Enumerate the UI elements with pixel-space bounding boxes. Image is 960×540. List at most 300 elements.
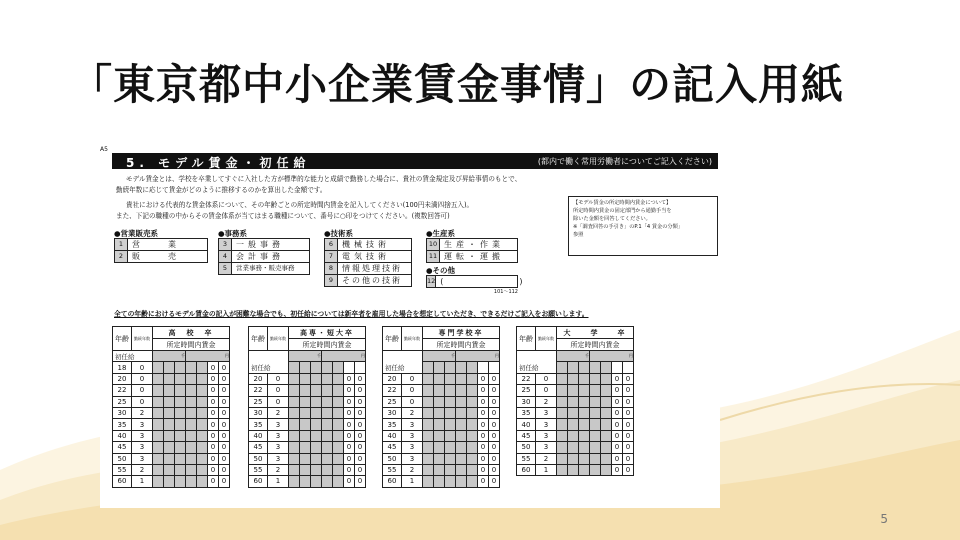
wage-input-cell[interactable] (333, 430, 344, 441)
wage-input-cell[interactable] (322, 385, 333, 396)
wage-input-cell[interactable] (557, 430, 568, 441)
wage-input-cell[interactable] (197, 419, 208, 430)
wage-input-cell[interactable] (333, 419, 344, 430)
wage-input-cell[interactable] (467, 362, 478, 373)
wage-input-cell[interactable] (289, 476, 300, 487)
wage-input-cell[interactable] (300, 464, 311, 475)
wage-input-cell[interactable] (153, 464, 164, 475)
wage-input-cell[interactable] (197, 453, 208, 464)
fixed-zero: 0 (355, 373, 366, 384)
wage-input-cell[interactable] (164, 419, 175, 430)
wage-input-cell[interactable] (322, 419, 333, 430)
wage-input-cell[interactable] (467, 385, 478, 396)
starting-salary-label: 初任給 (383, 362, 423, 373)
wage-input-cell[interactable] (153, 407, 164, 418)
fixed-zero: 0 (623, 453, 634, 464)
wage-input-cell[interactable] (568, 407, 579, 418)
wage-input-cell[interactable] (186, 362, 197, 373)
wage-input-cell[interactable] (601, 464, 612, 475)
occupation-item[interactable]: 5 営業事務・販売事務 (218, 263, 310, 275)
wage-input-cell[interactable] (467, 464, 478, 475)
note-box (568, 196, 718, 256)
wage-input-cell[interactable] (601, 373, 612, 384)
wage-input-cell[interactable] (164, 362, 175, 373)
wage-input-cell[interactable] (300, 385, 311, 396)
wage-input-cell[interactable] (568, 453, 579, 464)
wage-input-cell[interactable] (289, 373, 300, 384)
wage-input-cell[interactable] (445, 442, 456, 453)
wage-input-cell[interactable] (197, 396, 208, 407)
wage-input-cell[interactable] (445, 464, 456, 475)
section-header-bar (112, 153, 718, 169)
years-cell: 0 (132, 385, 153, 396)
slide-title: 「東京都中小企業賃金事情」の記入用紙 (70, 60, 845, 109)
wage-input-cell[interactable] (175, 419, 186, 430)
wage-input-cell[interactable] (423, 407, 434, 418)
wage-input-cell[interactable] (153, 430, 164, 441)
fixed-zero: 0 (219, 419, 230, 430)
wage-input-cell[interactable] (590, 464, 601, 475)
fixed-zero: 0 (344, 396, 355, 407)
wage-input-cell[interactable] (579, 373, 590, 384)
wage-input-cell[interactable] (467, 396, 478, 407)
age-cell: 60 (517, 464, 536, 475)
wage-input-cell[interactable] (175, 476, 186, 487)
wage-input-cell[interactable] (322, 464, 333, 475)
wage-input-cell[interactable] (601, 396, 612, 407)
fixed-zero: 0 (208, 373, 219, 384)
wage-input-cell[interactable] (153, 442, 164, 453)
wage-input-cell[interactable] (333, 396, 344, 407)
wage-input-cell[interactable] (197, 430, 208, 441)
age-cell: 40 (517, 419, 536, 430)
wage-input-cell[interactable] (289, 442, 300, 453)
wage-input-cell[interactable] (568, 464, 579, 475)
wage-input-cell[interactable] (601, 453, 612, 464)
wage-input-cell[interactable] (557, 419, 568, 430)
wage-input-cell[interactable] (568, 385, 579, 396)
wage-input-cell[interactable] (197, 476, 208, 487)
wage-input-cell[interactable] (333, 453, 344, 464)
wage-input-cell[interactable] (456, 430, 467, 441)
table-row (113, 407, 230, 418)
wage-input-cell[interactable] (579, 453, 590, 464)
wage-input-cell[interactable] (456, 362, 467, 373)
wage-input-cell[interactable] (557, 464, 568, 475)
fixed-zero: 0 (478, 442, 489, 453)
wage-input-cell[interactable] (186, 407, 197, 418)
wage-input-cell[interactable] (322, 362, 333, 373)
wage-input-cell[interactable] (423, 430, 434, 441)
wage-input-cell[interactable] (456, 407, 467, 418)
wage-input-cell[interactable] (456, 476, 467, 487)
wage-input-cell[interactable] (175, 430, 186, 441)
occupation-item[interactable]: 11 運転・運搬 (426, 251, 518, 263)
wage-input-cell[interactable] (153, 476, 164, 487)
wage-input-cell[interactable] (557, 373, 568, 384)
wage-input-cell[interactable] (568, 430, 579, 441)
wage-input-cell[interactable] (568, 362, 579, 373)
wage-input-cell[interactable] (186, 476, 197, 487)
wage-input-cell[interactable] (333, 464, 344, 475)
age-header: 年齢 (383, 327, 402, 351)
wage-input-cell[interactable] (164, 453, 175, 464)
occupation-item[interactable]: 4 会計事務 (218, 251, 310, 263)
wage-input-cell[interactable] (568, 419, 579, 430)
wage-input-cell[interactable] (175, 407, 186, 418)
wage-input-cell[interactable] (289, 396, 300, 407)
fixed-zero: 0 (478, 419, 489, 430)
wage-input-cell[interactable] (590, 396, 601, 407)
wage-input-cell[interactable] (590, 362, 601, 373)
wage-input-cell[interactable] (300, 453, 311, 464)
wage-input-cell[interactable] (300, 442, 311, 453)
education-level: 専門学校卒 (423, 327, 500, 339)
wage-input-cell[interactable] (197, 442, 208, 453)
occupation-item[interactable]: 6 機械技術 (324, 238, 412, 251)
wage-input-cell[interactable] (333, 373, 344, 384)
wage-input-cell[interactable] (153, 373, 164, 384)
wage-input-cell[interactable] (423, 419, 434, 430)
wage-input-cell[interactable] (456, 385, 467, 396)
occupation-item[interactable]: 2 販 売 (114, 251, 208, 263)
wage-input-cell[interactable] (445, 453, 456, 464)
wage-input-cell[interactable] (423, 396, 434, 407)
wage-input-cell[interactable] (300, 476, 311, 487)
section-title: 5. モデル賃金・初任給 (126, 156, 311, 170)
wage-input-cell[interactable] (579, 385, 590, 396)
wage-input-cell[interactable] (322, 373, 333, 384)
wage-input-cell[interactable] (164, 396, 175, 407)
fixed-zero: 0 (344, 385, 355, 396)
wage-input-cell[interactable] (445, 396, 456, 407)
wage-input-cell[interactable] (300, 407, 311, 418)
wage-input-cell[interactable] (164, 407, 175, 418)
fixed-zero: 0 (612, 453, 623, 464)
wage-input-cell[interactable] (579, 396, 590, 407)
fixed-zero: 0 (344, 464, 355, 475)
years-cell: 3 (402, 453, 423, 464)
fixed-zero: 0 (612, 464, 623, 475)
wage-input-cell[interactable] (197, 373, 208, 384)
wage-input-cell[interactable] (197, 362, 208, 373)
table-row (383, 476, 500, 487)
wage-input-cell[interactable] (434, 476, 445, 487)
wage-input-cell[interactable] (322, 430, 333, 441)
wage-input-cell[interactable] (601, 430, 612, 441)
table-row (383, 430, 500, 441)
wage-input-cell[interactable] (423, 373, 434, 384)
wage-input-cell[interactable] (434, 396, 445, 407)
wage-input-cell[interactable] (445, 362, 456, 373)
wage-input-cell[interactable] (467, 453, 478, 464)
wage-input-cell[interactable] (197, 464, 208, 475)
wage-input-cell[interactable] (186, 396, 197, 407)
fixed-zero: 0 (219, 476, 230, 487)
wage-input-cell[interactable] (434, 407, 445, 418)
wage-input-cell[interactable] (289, 453, 300, 464)
wage-input-cell[interactable] (467, 430, 478, 441)
occupation-item[interactable]: 3 一般事務 (218, 238, 310, 251)
wage-input-cell[interactable] (434, 453, 445, 464)
wage-input-cell[interactable] (333, 442, 344, 453)
age-cell: 60 (249, 476, 268, 487)
wage-input-cell[interactable] (434, 385, 445, 396)
wage-input-cell[interactable] (423, 453, 434, 464)
unit-yen: 円 (186, 351, 230, 362)
wage-input-cell[interactable] (153, 419, 164, 430)
wage-input-cell[interactable] (456, 396, 467, 407)
years-cell: 2 (402, 464, 423, 475)
wage-input-cell[interactable] (153, 396, 164, 407)
wage-input-cell[interactable] (445, 476, 456, 487)
wage-input-cell[interactable] (197, 385, 208, 396)
fixed-zero: 0 (612, 442, 623, 453)
wage-input-cell[interactable] (590, 430, 601, 441)
wage-input-cell[interactable] (311, 476, 322, 487)
wage-input-cell[interactable] (423, 464, 434, 475)
wage-input-cell[interactable] (568, 373, 579, 384)
wage-input-cell[interactable] (434, 464, 445, 475)
wage-input-cell[interactable] (311, 396, 322, 407)
wage-input-cell[interactable] (467, 373, 478, 384)
wage-input-cell[interactable] (579, 430, 590, 441)
fixed-zero: 0 (344, 476, 355, 487)
wage-input-cell[interactable] (197, 407, 208, 418)
wage-input-cell[interactable] (601, 362, 612, 373)
table-row (249, 453, 366, 464)
wage-input-cell[interactable] (568, 396, 579, 407)
wage-input-cell[interactable] (434, 430, 445, 441)
age-cell: 22 (249, 385, 268, 396)
description-line: また、下記の職種の中からその賃金体系が当てはまる職種について、番号に○印をつけてください。(複数回答可) (116, 212, 450, 220)
wage-input-cell[interactable] (175, 396, 186, 407)
wage-input-cell[interactable] (164, 476, 175, 487)
wage-input-cell[interactable] (322, 396, 333, 407)
wage-input-cell[interactable] (164, 430, 175, 441)
wage-input-cell[interactable] (300, 430, 311, 441)
wage-input-cell[interactable] (153, 453, 164, 464)
wage-input-cell[interactable] (186, 442, 197, 453)
wage-input-cell[interactable] (423, 362, 434, 373)
wage-input-cell[interactable] (467, 419, 478, 430)
occupation-item[interactable]: 10 生産・作業 (426, 238, 518, 251)
wage-input-cell[interactable] (445, 407, 456, 418)
wage-input-cell[interactable] (175, 453, 186, 464)
wage-input-cell[interactable] (311, 442, 322, 453)
fixed-zero: 0 (208, 385, 219, 396)
occupation-item[interactable]: 1 営 業 (114, 238, 208, 251)
wage-input-cell[interactable] (445, 430, 456, 441)
wage-input-cell[interactable] (456, 464, 467, 475)
wage-input-cell[interactable] (289, 464, 300, 475)
wage-input-cell[interactable] (289, 407, 300, 418)
wage-input-cell[interactable] (311, 385, 322, 396)
wage-input-cell[interactable] (579, 362, 590, 373)
wage-input-cell[interactable] (423, 385, 434, 396)
category-office (218, 228, 310, 275)
description-line: 勤続年数に応じて賃金がどのように推移するのかを算出した金額です。 (116, 186, 327, 194)
wage-input-cell[interactable] (186, 385, 197, 396)
fixed-zero: 0 (355, 430, 366, 441)
fixed-zero: 0 (478, 396, 489, 407)
wage-input-cell[interactable] (601, 419, 612, 430)
wage-input-cell[interactable] (175, 373, 186, 384)
age-cell: 25 (383, 396, 402, 407)
years-cell: 3 (536, 430, 557, 441)
wage-input-cell[interactable] (601, 442, 612, 453)
table-row (383, 453, 500, 464)
wage-input-cell[interactable] (423, 476, 434, 487)
wage-input-cell[interactable] (557, 396, 568, 407)
age-cell: 25 (249, 396, 268, 407)
fixed-zero: 0 (623, 430, 634, 441)
wage-input-cell[interactable] (164, 464, 175, 475)
years-cell: 0 (132, 373, 153, 384)
wage-input-cell[interactable] (322, 453, 333, 464)
fixed-zero: 0 (219, 396, 230, 407)
wage-input-cell[interactable] (590, 442, 601, 453)
wage-input-cell[interactable] (311, 453, 322, 464)
table-row (517, 442, 634, 453)
occupation-item[interactable]: 7 電気技術 (324, 251, 412, 263)
wage-input-cell[interactable] (434, 419, 445, 430)
wage-input-cell[interactable] (186, 464, 197, 475)
wage-input-cell[interactable] (557, 442, 568, 453)
wage-input-cell[interactable] (590, 373, 601, 384)
years-header: 勤続年数 (268, 327, 289, 351)
wage-input-cell[interactable] (434, 442, 445, 453)
wage-input-cell[interactable] (164, 442, 175, 453)
wage-input-cell[interactable] (467, 476, 478, 487)
wage-input-cell[interactable] (467, 407, 478, 418)
wage-input-cell[interactable] (175, 362, 186, 373)
wage-input-cell[interactable] (153, 362, 164, 373)
wage-input-cell[interactable] (601, 407, 612, 418)
age-header: 年齢 (249, 327, 268, 351)
wage-input-cell[interactable] (579, 407, 590, 418)
wage-input-cell[interactable] (186, 430, 197, 441)
wage-input-cell[interactable] (456, 373, 467, 384)
wage-input-cell[interactable] (557, 362, 568, 373)
occupation-item[interactable]: 8 情報処理技術 (324, 263, 412, 275)
wage-input-cell[interactable] (322, 442, 333, 453)
fixed-zero: 0 (344, 407, 355, 418)
wage-input-cell[interactable] (311, 419, 322, 430)
fixed-zero: 0 (219, 362, 230, 373)
wage-input-cell[interactable] (590, 453, 601, 464)
fixed-zero: 0 (478, 464, 489, 475)
wage-input-cell[interactable] (601, 385, 612, 396)
wage-input-cell[interactable] (311, 373, 322, 384)
category-header: ●営業販売系 (114, 229, 159, 238)
wage-input-cell[interactable] (175, 464, 186, 475)
wage-input-cell[interactable] (175, 442, 186, 453)
wage-input-cell[interactable] (568, 442, 579, 453)
years-cell: 3 (132, 453, 153, 464)
age-cell: 45 (113, 442, 132, 453)
wage-input-cell[interactable] (333, 385, 344, 396)
wage-input-cell[interactable] (322, 407, 333, 418)
fixed-zero: 0 (489, 430, 500, 441)
fixed-zero: 0 (623, 373, 634, 384)
fixed-zero: 0 (344, 419, 355, 430)
wage-input-cell[interactable] (434, 362, 445, 373)
wage-input-cell[interactable] (289, 419, 300, 430)
wage-input-cell[interactable] (333, 476, 344, 487)
wage-input-cell[interactable] (445, 419, 456, 430)
wage-input-cell[interactable] (164, 385, 175, 396)
wage-input-cell[interactable] (186, 453, 197, 464)
years-cell: 3 (132, 442, 153, 453)
table-row (249, 476, 366, 487)
wage-input-cell[interactable] (186, 373, 197, 384)
wage-input-cell[interactable] (300, 396, 311, 407)
wage-input-cell[interactable] (557, 407, 568, 418)
fixed-zero: 0 (623, 407, 634, 418)
wage-input-cell[interactable] (311, 362, 322, 373)
fixed-zero: 0 (478, 407, 489, 418)
wage-input-cell[interactable] (300, 419, 311, 430)
wage-input-cell[interactable] (175, 385, 186, 396)
wage-input-cell[interactable] (300, 362, 311, 373)
wage-input-cell[interactable] (590, 419, 601, 430)
wage-input-cell[interactable] (289, 362, 300, 373)
wage-input-cell[interactable] (333, 407, 344, 418)
fixed-zero: 0 (623, 385, 634, 396)
wage-input-cell[interactable] (423, 442, 434, 453)
wage-input-cell[interactable] (579, 419, 590, 430)
wage-input-cell[interactable] (456, 442, 467, 453)
years-cell: 2 (402, 407, 423, 418)
wage-input-cell[interactable] (311, 464, 322, 475)
wage-input-cell[interactable] (445, 373, 456, 384)
wage-input-cell[interactable] (333, 362, 344, 373)
wage-header: 所定時間内賃金 (289, 339, 366, 351)
occupation-item-other[interactable]: 12 ( ) (427, 277, 527, 286)
occupation-item[interactable]: 9 その他の技術 (324, 275, 412, 287)
wage-input-cell[interactable] (186, 419, 197, 430)
unit-thousand: 千 (153, 351, 186, 362)
wage-input-cell[interactable] (467, 442, 478, 453)
wage-input-cell[interactable] (434, 373, 445, 384)
wage-input-cell[interactable] (456, 419, 467, 430)
years-cell: 0 (132, 396, 153, 407)
fixed-zero: 0 (355, 464, 366, 475)
wage-input-cell[interactable] (289, 385, 300, 396)
wage-input-cell[interactable] (164, 373, 175, 384)
wage-input-cell[interactable] (590, 407, 601, 418)
wage-input-cell[interactable] (579, 442, 590, 453)
wage-input-cell[interactable] (322, 476, 333, 487)
wage-input-cell[interactable] (445, 385, 456, 396)
years-cell: 3 (402, 430, 423, 441)
wage-input-cell[interactable] (590, 385, 601, 396)
wage-input-cell[interactable] (311, 407, 322, 418)
unit-yen: 円 (322, 351, 366, 362)
table-row (113, 453, 230, 464)
wage-input-cell[interactable] (557, 385, 568, 396)
age-cell: 20 (249, 373, 268, 384)
wage-input-cell[interactable] (300, 373, 311, 384)
wage-input-cell[interactable] (456, 453, 467, 464)
wage-input-cell[interactable] (311, 430, 322, 441)
wage-input-cell[interactable] (557, 453, 568, 464)
years-header: 勤続年数 (536, 327, 557, 351)
wage-input-cell[interactable] (289, 430, 300, 441)
wage-input-cell[interactable] (153, 385, 164, 396)
wage-input-cell[interactable] (579, 464, 590, 475)
